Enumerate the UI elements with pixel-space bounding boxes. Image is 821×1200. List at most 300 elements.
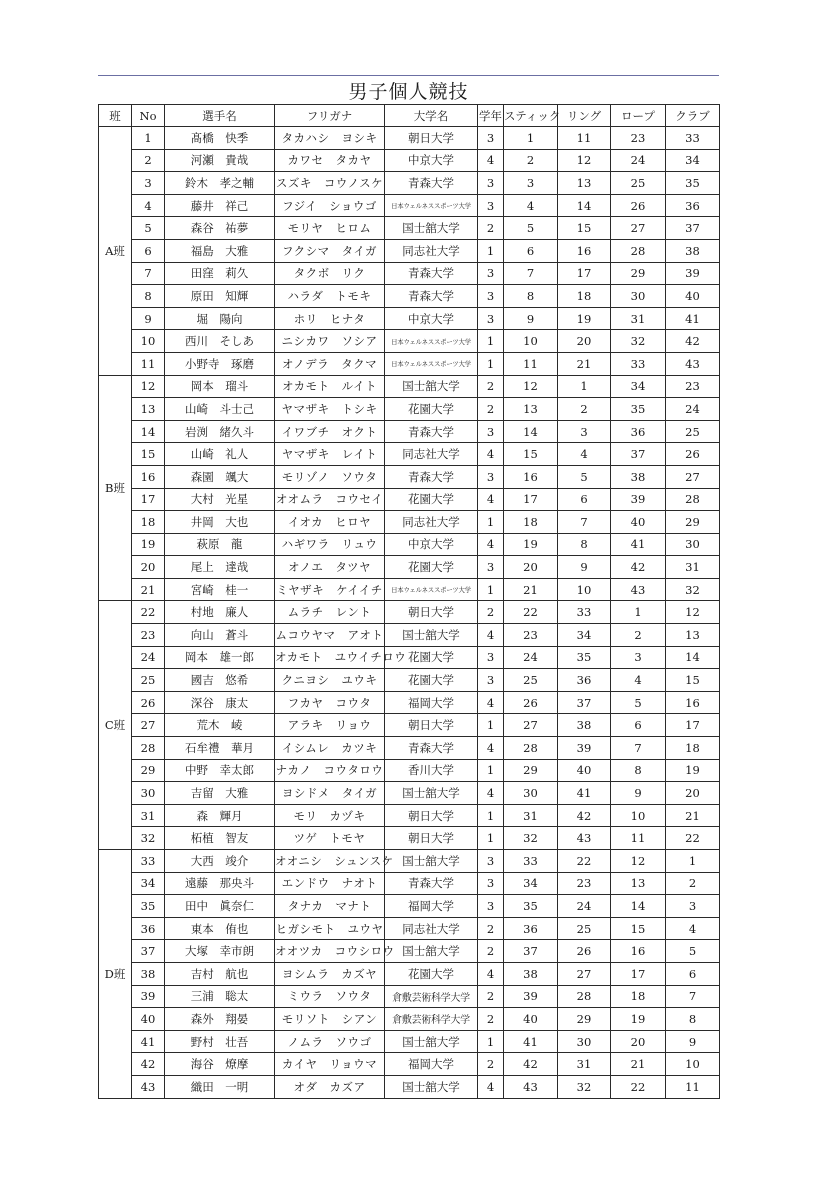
cell-no: 6: [132, 239, 165, 262]
cell-rope: 19: [611, 1008, 666, 1031]
cell-university: 倉敷芸術科学大学: [385, 985, 478, 1008]
cell-university: 青森大学: [385, 285, 478, 308]
header-stick: スティック: [504, 105, 558, 127]
cell-kana: オオニシ シュンスケ: [275, 850, 385, 873]
header-no: No: [132, 105, 165, 127]
cell-stick: 34: [504, 872, 558, 895]
cell-university: 中京大学: [385, 533, 478, 556]
cell-rope: 42: [611, 556, 666, 579]
cell-name: 大西 竣介: [165, 850, 275, 873]
cell-ring: 26: [558, 940, 611, 963]
cell-club: 29: [666, 511, 720, 534]
cell-club: 8: [666, 1008, 720, 1031]
cell-rope: 37: [611, 443, 666, 466]
cell-name: 原田 知輝: [165, 285, 275, 308]
cell-no: 5: [132, 217, 165, 240]
cell-rope: 20: [611, 1030, 666, 1053]
cell-year: 3: [478, 127, 504, 150]
cell-no: 2: [132, 149, 165, 172]
cell-stick: 12: [504, 375, 558, 398]
cell-rope: 3: [611, 646, 666, 669]
cell-name: 萩原 龍: [165, 533, 275, 556]
cell-name: 森谷 祐夢: [165, 217, 275, 240]
cell-kana: モリ カヅキ: [275, 804, 385, 827]
cell-year: 1: [478, 827, 504, 850]
cell-year: 1: [478, 804, 504, 827]
cell-kana: ノムラ ソウゴ: [275, 1030, 385, 1053]
cell-ring: 1: [558, 375, 611, 398]
cell-stick: 16: [504, 465, 558, 488]
cell-no: 25: [132, 669, 165, 692]
cell-university: 花園大学: [385, 646, 478, 669]
cell-university: 日本ウェルネススポーツ大学: [385, 330, 478, 353]
cell-name: 田中 眞奈仁: [165, 895, 275, 918]
cell-no: 8: [132, 285, 165, 308]
cell-stick: 31: [504, 804, 558, 827]
cell-name: 村地 廉人: [165, 601, 275, 624]
cell-year: 1: [478, 578, 504, 601]
results-table: [98, 104, 720, 1099]
cell-kana: オダ カズア: [275, 1075, 385, 1098]
cell-year: 3: [478, 895, 504, 918]
cell-kana: ミウラ ソウタ: [275, 985, 385, 1008]
cell-club: 24: [666, 398, 720, 421]
cell-stick: 18: [504, 511, 558, 534]
team-label: A班: [99, 127, 132, 376]
cell-university: 花園大学: [385, 556, 478, 579]
cell-ring: 27: [558, 962, 611, 985]
cell-year: 4: [478, 1075, 504, 1098]
cell-stick: 37: [504, 940, 558, 963]
cell-ring: 33: [558, 601, 611, 624]
cell-year: 3: [478, 850, 504, 873]
cell-ring: 4: [558, 443, 611, 466]
cell-university: 青森大学: [385, 465, 478, 488]
cell-university: 青森大学: [385, 262, 478, 285]
table-row: [99, 895, 720, 918]
cell-club: 22: [666, 827, 720, 850]
cell-year: 2: [478, 1008, 504, 1031]
cell-name: 髙橋 快季: [165, 127, 275, 150]
cell-university: 中京大学: [385, 307, 478, 330]
cell-kana: ハギワラ リュウ: [275, 533, 385, 556]
cell-rope: 36: [611, 420, 666, 443]
cell-ring: 41: [558, 782, 611, 805]
table-row: [99, 1075, 720, 1098]
cell-year: 3: [478, 669, 504, 692]
cell-club: 11: [666, 1075, 720, 1098]
cell-ring: 36: [558, 669, 611, 692]
table-row: [99, 646, 720, 669]
cell-kana: イオカ ヒロヤ: [275, 511, 385, 534]
cell-rope: 2: [611, 624, 666, 647]
cell-stick: 42: [504, 1053, 558, 1076]
cell-ring: 32: [558, 1075, 611, 1098]
cell-no: 39: [132, 985, 165, 1008]
cell-name: 柘植 智友: [165, 827, 275, 850]
table-row: [99, 1053, 720, 1076]
cell-rope: 35: [611, 398, 666, 421]
cell-stick: 33: [504, 850, 558, 873]
cell-year: 3: [478, 872, 504, 895]
cell-name: 深谷 康太: [165, 691, 275, 714]
cell-year: 1: [478, 239, 504, 262]
cell-club: 13: [666, 624, 720, 647]
cell-kana: ヒガシモト ユウヤ: [275, 917, 385, 940]
cell-stick: 11: [504, 352, 558, 375]
cell-name: 田窪 莉久: [165, 262, 275, 285]
cell-year: 4: [478, 443, 504, 466]
cell-ring: 5: [558, 465, 611, 488]
cell-no: 35: [132, 895, 165, 918]
cell-club: 17: [666, 714, 720, 737]
cell-ring: 39: [558, 737, 611, 760]
cell-no: 10: [132, 330, 165, 353]
cell-ring: 43: [558, 827, 611, 850]
cell-stick: 8: [504, 285, 558, 308]
table-row: [99, 804, 720, 827]
cell-kana: タクボ リク: [275, 262, 385, 285]
cell-club: 31: [666, 556, 720, 579]
cell-club: 41: [666, 307, 720, 330]
cell-name: 岡本 瑠斗: [165, 375, 275, 398]
cell-rope: 34: [611, 375, 666, 398]
cell-rope: 33: [611, 352, 666, 375]
table-row: [99, 872, 720, 895]
cell-rope: 32: [611, 330, 666, 353]
cell-rope: 14: [611, 895, 666, 918]
cell-ring: 6: [558, 488, 611, 511]
cell-university: 国士舘大学: [385, 940, 478, 963]
table-row: [99, 443, 720, 466]
cell-year: 3: [478, 307, 504, 330]
cell-name: 海谷 燎摩: [165, 1053, 275, 1076]
cell-university: 青森大学: [385, 420, 478, 443]
cell-rope: 27: [611, 217, 666, 240]
cell-rope: 31: [611, 307, 666, 330]
cell-no: 12: [132, 375, 165, 398]
cell-ring: 23: [558, 872, 611, 895]
cell-ring: 13: [558, 172, 611, 195]
cell-name: 岩渕 緒久斗: [165, 420, 275, 443]
cell-club: 20: [666, 782, 720, 805]
cell-name: 山崎 斗士己: [165, 398, 275, 421]
cell-year: 4: [478, 533, 504, 556]
cell-stick: 6: [504, 239, 558, 262]
cell-stick: 35: [504, 895, 558, 918]
cell-no: 29: [132, 759, 165, 782]
cell-name: 國吉 悠希: [165, 669, 275, 692]
cell-kana: フカヤ コウタ: [275, 691, 385, 714]
table-row: [99, 669, 720, 692]
cell-kana: カワセ タカヤ: [275, 149, 385, 172]
cell-university: 同志社大学: [385, 239, 478, 262]
cell-name: 鈴木 孝之輔: [165, 172, 275, 195]
table-row: [99, 172, 720, 195]
cell-stick: 5: [504, 217, 558, 240]
cell-kana: ヨシドメ タイガ: [275, 782, 385, 805]
cell-kana: ツゲ トモヤ: [275, 827, 385, 850]
cell-club: 40: [666, 285, 720, 308]
cell-no: 19: [132, 533, 165, 556]
table-row: [99, 127, 720, 150]
table-row: [99, 624, 720, 647]
cell-ring: 31: [558, 1053, 611, 1076]
table-row: [99, 985, 720, 1008]
cell-kana: アラキ リョウ: [275, 714, 385, 737]
cell-no: 13: [132, 398, 165, 421]
cell-kana: イシムレ カツキ: [275, 737, 385, 760]
cell-name: 石牟禮 華月: [165, 737, 275, 760]
cell-name: 森外 翔晏: [165, 1008, 275, 1031]
cell-university: 花園大学: [385, 488, 478, 511]
cell-stick: 9: [504, 307, 558, 330]
cell-year: 3: [478, 465, 504, 488]
cell-university: 国士舘大学: [385, 624, 478, 647]
table-row: [99, 940, 720, 963]
cell-no: 15: [132, 443, 165, 466]
cell-no: 30: [132, 782, 165, 805]
cell-kana: タナカ マナト: [275, 895, 385, 918]
cell-university: 朝日大学: [385, 804, 478, 827]
header-name: 選手名: [165, 105, 275, 127]
cell-club: 10: [666, 1053, 720, 1076]
cell-club: 3: [666, 895, 720, 918]
cell-kana: フクシマ タイガ: [275, 239, 385, 262]
cell-name: 中野 幸太郎: [165, 759, 275, 782]
cell-university: 国士舘大学: [385, 217, 478, 240]
cell-no: 16: [132, 465, 165, 488]
cell-ring: 40: [558, 759, 611, 782]
cell-stick: 25: [504, 669, 558, 692]
table-row: [99, 420, 720, 443]
cell-kana: ムコウヤマ アオト: [275, 624, 385, 647]
cell-university: 日本ウェルネススポーツ大学: [385, 194, 478, 217]
cell-club: 1: [666, 850, 720, 873]
cell-ring: 21: [558, 352, 611, 375]
cell-ring: 30: [558, 1030, 611, 1053]
cell-university: 国士舘大学: [385, 375, 478, 398]
cell-stick: 41: [504, 1030, 558, 1053]
cell-rope: 8: [611, 759, 666, 782]
table-row: [99, 556, 720, 579]
cell-rope: 18: [611, 985, 666, 1008]
table-row: [99, 285, 720, 308]
cell-club: 18: [666, 737, 720, 760]
cell-ring: 18: [558, 285, 611, 308]
cell-stick: 7: [504, 262, 558, 285]
cell-kana: モリソト シアン: [275, 1008, 385, 1031]
cell-ring: 3: [558, 420, 611, 443]
cell-university: 青森大学: [385, 172, 478, 195]
cell-year: 4: [478, 782, 504, 805]
cell-rope: 4: [611, 669, 666, 692]
cell-ring: 11: [558, 127, 611, 150]
cell-name: 大塚 幸市朗: [165, 940, 275, 963]
cell-kana: オノデラ タクマ: [275, 352, 385, 375]
cell-no: 41: [132, 1030, 165, 1053]
table-row: [99, 330, 720, 353]
cell-kana: カイヤ リョウマ: [275, 1053, 385, 1076]
table-row: [99, 352, 720, 375]
cell-year: 1: [478, 352, 504, 375]
cell-no: 7: [132, 262, 165, 285]
table-row: [99, 962, 720, 985]
cell-name: 三浦 聡太: [165, 985, 275, 1008]
cell-no: 28: [132, 737, 165, 760]
cell-kana: イワブチ オクト: [275, 420, 385, 443]
cell-ring: 7: [558, 511, 611, 534]
table-row: [99, 217, 720, 240]
cell-kana: ムラチ レント: [275, 601, 385, 624]
cell-rope: 7: [611, 737, 666, 760]
cell-rope: 1: [611, 601, 666, 624]
header-row: [99, 105, 720, 127]
cell-ring: 16: [558, 239, 611, 262]
cell-university: 倉敷芸術科学大学: [385, 1008, 478, 1031]
cell-stick: 43: [504, 1075, 558, 1098]
header-kana: フリガナ: [275, 105, 385, 127]
cell-no: 17: [132, 488, 165, 511]
cell-ring: 38: [558, 714, 611, 737]
cell-no: 24: [132, 646, 165, 669]
cell-rope: 17: [611, 962, 666, 985]
cell-name: 野村 壮吾: [165, 1030, 275, 1053]
cell-rope: 9: [611, 782, 666, 805]
cell-year: 2: [478, 917, 504, 940]
cell-university: 国士舘大学: [385, 1030, 478, 1053]
cell-ring: 17: [558, 262, 611, 285]
cell-club: 16: [666, 691, 720, 714]
cell-year: 1: [478, 714, 504, 737]
cell-no: 4: [132, 194, 165, 217]
cell-club: 23: [666, 375, 720, 398]
cell-ring: 9: [558, 556, 611, 579]
cell-stick: 22: [504, 601, 558, 624]
cell-kana: ホリ ヒナタ: [275, 307, 385, 330]
cell-kana: オオツカ コウシロウ: [275, 940, 385, 963]
cell-name: 山崎 礼人: [165, 443, 275, 466]
cell-name: 吉留 大雅: [165, 782, 275, 805]
table-row: [99, 488, 720, 511]
cell-year: 3: [478, 172, 504, 195]
cell-university: 国士舘大学: [385, 850, 478, 873]
cell-kana: ミヤザキ ケイイチ: [275, 578, 385, 601]
cell-no: 21: [132, 578, 165, 601]
cell-club: 39: [666, 262, 720, 285]
cell-name: 森 輝月: [165, 804, 275, 827]
cell-year: 4: [478, 624, 504, 647]
cell-university: 福岡大学: [385, 1053, 478, 1076]
cell-no: 14: [132, 420, 165, 443]
cell-club: 7: [666, 985, 720, 1008]
cell-kana: ニシカワ ソシア: [275, 330, 385, 353]
cell-stick: 28: [504, 737, 558, 760]
cell-university: 香川大学: [385, 759, 478, 782]
cell-no: 27: [132, 714, 165, 737]
team-label: C班: [99, 601, 132, 850]
cell-rope: 40: [611, 511, 666, 534]
cell-stick: 39: [504, 985, 558, 1008]
cell-ring: 29: [558, 1008, 611, 1031]
cell-year: 4: [478, 737, 504, 760]
cell-no: 1: [132, 127, 165, 150]
cell-stick: 20: [504, 556, 558, 579]
cell-club: 9: [666, 1030, 720, 1053]
team-label: D班: [99, 850, 132, 1099]
cell-rope: 30: [611, 285, 666, 308]
cell-name: 織田 一明: [165, 1075, 275, 1098]
cell-name: 西川 そしあ: [165, 330, 275, 353]
cell-year: 1: [478, 759, 504, 782]
cell-club: 27: [666, 465, 720, 488]
cell-year: 4: [478, 691, 504, 714]
cell-rope: 39: [611, 488, 666, 511]
cell-stick: 3: [504, 172, 558, 195]
cell-club: 12: [666, 601, 720, 624]
cell-club: 32: [666, 578, 720, 601]
cell-year: 3: [478, 194, 504, 217]
cell-university: 同志社大学: [385, 917, 478, 940]
cell-university: 朝日大学: [385, 127, 478, 150]
table-row: [99, 1008, 720, 1031]
table-row: [99, 533, 720, 556]
cell-ring: 42: [558, 804, 611, 827]
cell-club: 36: [666, 194, 720, 217]
cell-club: 38: [666, 239, 720, 262]
table-row: [99, 714, 720, 737]
table-row: [99, 149, 720, 172]
cell-ring: 10: [558, 578, 611, 601]
cell-year: 4: [478, 149, 504, 172]
cell-name: 小野寺 琢磨: [165, 352, 275, 375]
cell-stick: 1: [504, 127, 558, 150]
cell-year: 3: [478, 420, 504, 443]
table-row: [99, 601, 720, 624]
cell-name: 藤井 祥己: [165, 194, 275, 217]
cell-ring: 8: [558, 533, 611, 556]
cell-kana: モリヤ ヒロム: [275, 217, 385, 240]
header-club: クラブ: [666, 105, 720, 127]
cell-kana: オカモト ユウイチロウ: [275, 646, 385, 669]
cell-university: 朝日大学: [385, 827, 478, 850]
cell-university: 中京大学: [385, 149, 478, 172]
cell-name: 東本 侑也: [165, 917, 275, 940]
cell-name: 遠藤 那央斗: [165, 872, 275, 895]
cell-kana: ハラダ トモキ: [275, 285, 385, 308]
cell-stick: 10: [504, 330, 558, 353]
cell-no: 40: [132, 1008, 165, 1031]
cell-rope: 24: [611, 149, 666, 172]
cell-university: 花園大学: [385, 669, 478, 692]
cell-stick: 4: [504, 194, 558, 217]
cell-university: 福岡大学: [385, 691, 478, 714]
cell-kana: フジイ ショウゴ: [275, 194, 385, 217]
cell-name: 荒木 崚: [165, 714, 275, 737]
cell-club: 28: [666, 488, 720, 511]
cell-university: 青森大学: [385, 872, 478, 895]
cell-university: 朝日大学: [385, 601, 478, 624]
cell-club: 2: [666, 872, 720, 895]
cell-no: 23: [132, 624, 165, 647]
table-row: [99, 850, 720, 873]
cell-stick: 13: [504, 398, 558, 421]
cell-year: 2: [478, 601, 504, 624]
table-row: [99, 737, 720, 760]
cell-year: 2: [478, 375, 504, 398]
page-title: 男子個人競技: [348, 81, 469, 103]
cell-ring: 35: [558, 646, 611, 669]
